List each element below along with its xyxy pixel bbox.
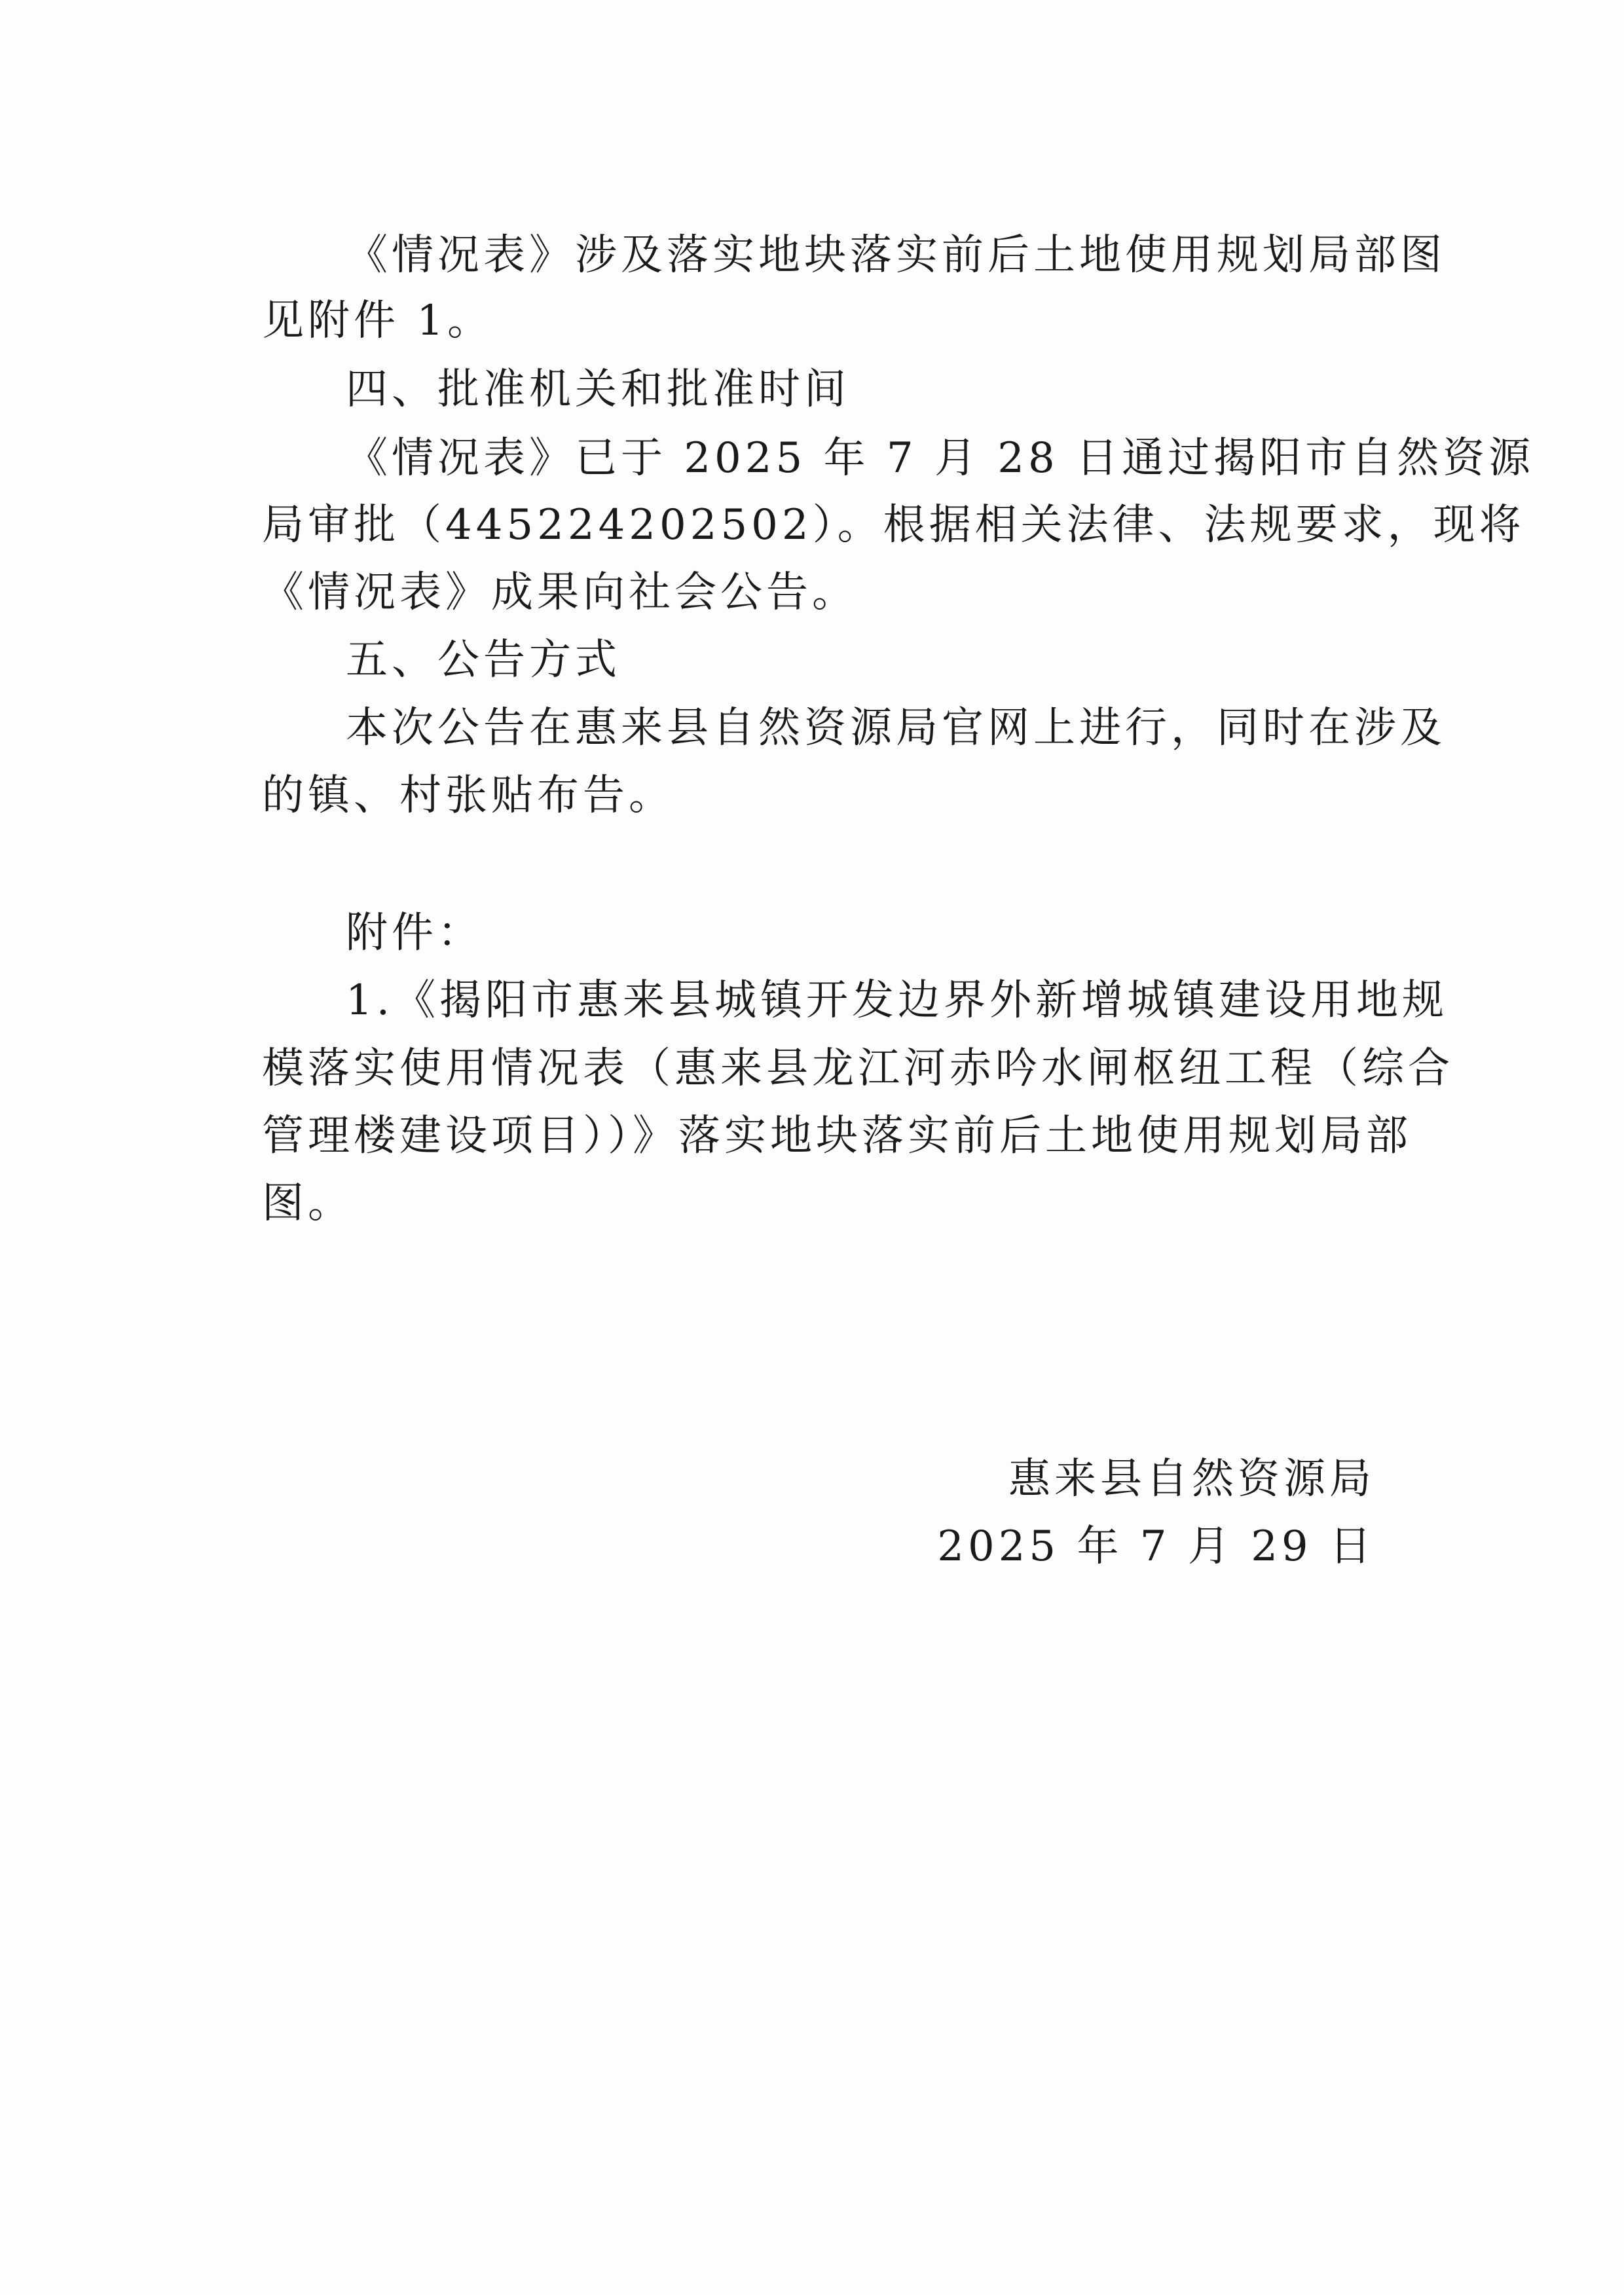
attachments-label: 附件： [346,909,483,957]
attachment-line: 图。 [262,1179,354,1228]
attachment-line: 管理楼建设项目））》落实地块落实前后土地使用规划局部 [262,1112,1412,1160]
paragraph-line: 见附件 1。 [262,297,494,345]
paragraph-line: 《情况表》成果向社会公告。 [262,568,858,617]
paragraph-line: 本次公告在惠来县自然资源局官网上进行，同时在涉及 [346,704,1446,752]
signature-date: 2025 年 7 月 29 日 [937,1522,1375,1571]
paragraph-line: 《情况表》已于 2025 年 7 月 28 日通过揭阳市自然资源 [346,434,1535,483]
paragraph-line: 《情况表》涉及落实地块落实前后土地使用规划局部图 [346,231,1446,280]
paragraph-line: 的镇、村张贴布告。 [262,771,674,820]
section-heading: 五、公告方式 [346,636,621,684]
paragraph-line: 局审批（445224202502）。根据相关法律、法规要求，现将 [262,501,1525,549]
signature-org: 惠来县自然资源局 [1008,1455,1375,1503]
section-heading: 四、批准机关和批准时间 [346,365,850,414]
attachment-line: 模落实使用情况表（惠来县龙江河赤吟水闸枢纽工程（综合 [262,1044,1454,1093]
attachment-line: 1.《揭阳市惠来县城镇开发边界外新增城镇建设用地规 [346,976,1449,1025]
